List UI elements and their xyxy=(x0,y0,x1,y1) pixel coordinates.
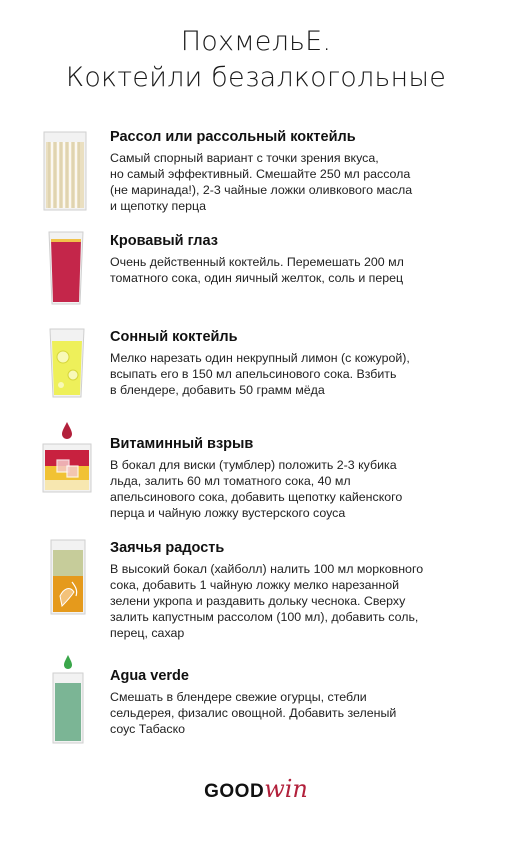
striped-glass-icon xyxy=(40,130,90,212)
brand-logo: GOODwin xyxy=(204,775,308,803)
cocktail-description: Очень действенный коктейль. Перемешать 200 мл томатного сока, один яичный желток, соль и перец xyxy=(110,255,404,285)
cocktail-name: Витаминный взрыв xyxy=(110,436,254,452)
page-title: ПохмельЕ. xyxy=(180,26,332,57)
cocktail-name: Agua verde xyxy=(110,668,189,684)
cocktail-description: Мелко нарезать один некрупный лимон (с кожурой), всыпать его в 150 мл апельсинового сока. Взбить в блендере, добавить 50 грамм мёда xyxy=(110,351,410,397)
layered-tumbler-icon xyxy=(40,420,94,494)
cocktail-description: Самый спорный вариант с точки зрения вкуса, но самый эффективный. Смешайте 250 мл рассола (не маринада!), 2-3 чайные ложки оливкового масла и щепотку перца xyxy=(110,151,413,213)
cocktail-description: В высокий бокал (хайболл) налить 100 мл морковного сока, добавить 1 чайную ложку мелко нарезанной зелени укропа и раздавить дольку чеснока. Сверху залить капустным рассолом (100 мл), добавить соль, перец, сахар xyxy=(110,562,424,640)
cocktail-name: Рассол или рассольный коктейль xyxy=(110,129,356,145)
page-subtitle: Коктейли безалкогольные xyxy=(65,62,447,93)
lemon-glass-icon xyxy=(48,327,86,399)
carrot-highball-icon xyxy=(48,538,88,616)
drop-icon xyxy=(64,655,72,669)
green-glass-icon xyxy=(50,653,86,745)
drop-icon xyxy=(62,422,72,439)
red-juice-glass-icon xyxy=(46,230,86,306)
cocktail-description: В бокал для виски (тумблер) положить 2-3 кубика льда, залить 60 мл томатного сока, 40 мл апельсинового сока, добавить щепотку кайенского перца и чайную ложку вустерского соуса xyxy=(110,458,403,520)
cocktail-description: Смешать в блендере свежие огурцы, стебли сельдерея, физалис овощной. Добавить зеленый соус Табаско xyxy=(110,690,397,736)
cocktail-name: Заячья радость xyxy=(110,540,225,556)
cocktail-name: Сонный коктейль xyxy=(110,329,238,345)
cocktail-name: Кровавый глаз xyxy=(110,233,218,249)
